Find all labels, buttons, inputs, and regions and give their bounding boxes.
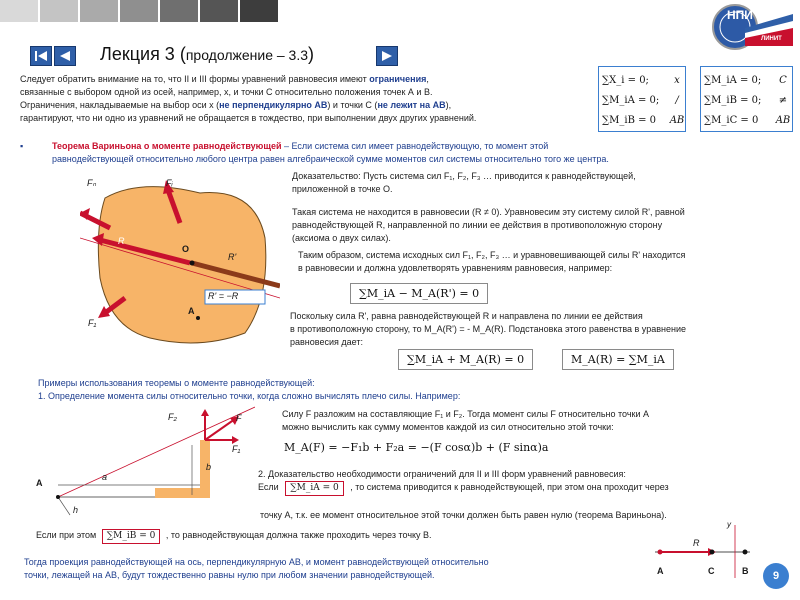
example-1-text: Силу F разложим на составляющие F₁ и F₂. Тогда момент силы F относительно точки A можно вычислить как сумму моментов каждой из сил относительно этой точки: <box>282 409 649 432</box>
label-fn: Fₙ <box>87 178 97 188</box>
final-conclusion: Тогда проекция равнодействующей на ось, перпендикулярную АВ, и момент равнодействующей относительно точки, лежащей на АВ, будут тождественно равны нулю при любом значении равнодействующей. <box>24 557 489 580</box>
label-a: A <box>188 306 195 316</box>
proof-paragraph-3: Таким образом, система исходных сил F₁, F₂, F₃ … и уравновешивающей силы R' находится в равновесии и должна удовлетворять уравнениям равновесия, например: <box>298 250 686 273</box>
theorem-statement: Теорема Вариньона о моменте равнодействующей – Если система сил имеет равнодействующую, то момент этой равнодействующей относительно любого центра равен алгебраической сумме моментов сил системы относительно того же центра. <box>52 141 609 164</box>
fig2-label-h: h <box>73 505 79 515</box>
skip-back-icon <box>31 47 51 65</box>
label-rel: R' = −R <box>208 291 239 301</box>
fig2-label-point-a: A <box>36 478 43 488</box>
logo-subtext: ЛИНИТ <box>761 36 782 42</box>
header-strip <box>0 0 280 22</box>
university-logo <box>705 2 795 52</box>
label-o: O <box>182 244 190 254</box>
example-2-condition: Если ∑M_iA = 0 , то система приводится к равнодействующей, при этом она проходит через <box>258 481 669 496</box>
fig3-label-c: C <box>708 566 715 576</box>
label-f1: F₁ <box>88 318 97 328</box>
fig3-label-r: R <box>693 538 700 548</box>
label-r-prime: R' <box>228 252 237 262</box>
intro-paragraph: Следует обратить внимание на то, что II и III формы уравнений равновесия имеют ограничения, связанные с выбором одной из осей, например, x, и точки С относительно положения точек А и В. Ограничения, накладываемые на выбор оси x (не перпендикулярно АВ) и точки С (не лежит на АВ), гарантируют, что ни одно из уравнений не обращается в тождество, при выполнении двух других уравнений. <box>20 74 477 123</box>
arrow-right-icon <box>377 47 397 65</box>
example-2-heading: 2. Доказательство необходимости ограничений для II и III форм уравнений равновесия: <box>258 469 626 479</box>
page-title: Лекция 3 (продолжение – 3.3) <box>100 44 315 64</box>
equilibrium-form-3-box: ∑M_iA = 0; ∑M_iB = 0; ∑M_iC = 0 C ≠ AB <box>700 66 793 132</box>
page-number: 9 <box>763 563 789 589</box>
fig2-label-a: a <box>102 472 108 482</box>
equation-moment-decomposition: M_A(F) = −F₁b + F₂a = −(F cosα)b + (F sinα)a <box>284 441 549 454</box>
equation-substitution: ∑M_iA + M_A(R) = 0 <box>398 349 533 370</box>
fig2-label-b: b <box>206 462 212 472</box>
fig2-label-f2: F₂ <box>168 412 177 422</box>
next-slide-button[interactable] <box>376 46 398 66</box>
logo-text: НПИ ТТ <box>727 8 771 22</box>
proof-paragraph-4: Поскольку сила R', равна равнодействующей R и направлена по линии ее действия в противоположную сторону, то M_A(R') = - M_A(R). Подстановка этого равенства в уравнение равновесия дает: <box>290 311 686 347</box>
first-slide-button[interactable] <box>30 46 52 66</box>
bullet: ▪ <box>20 141 24 151</box>
proof-paragraph-1: Доказательство: Пусть система сил F₁, F₂, F₃ … приводится к равнодействующей, приложенной в точке O. <box>292 171 636 194</box>
label-fi: Fᵢ <box>166 178 173 188</box>
equation-varignon-result: M_A(R) = ∑M_iA <box>562 349 674 370</box>
example-2-conclusion: точку А, т.к. ее момент относительное этой точки должен быть равен нулю (теорема Вариньона). <box>260 510 667 520</box>
proof-paragraph-2: Такая система не находится в равновесии (R ≠ 0). Уравновесим эту систему силой R', равной равнодействующей R, направленной по линии ее действия в противоположную сторону (аксиома о двух силах). <box>292 207 685 243</box>
fig3-label-b: B <box>742 566 749 576</box>
previous-slide-button[interactable] <box>54 46 76 66</box>
fig3-label-y: y <box>727 520 731 529</box>
label-r: R <box>118 236 125 246</box>
fig2-label-f: F <box>236 413 242 423</box>
example-3-condition: Если при этом ∑M_iB = 0 , то равнодействующая должна также проходить через точку В. <box>36 529 432 544</box>
arrow-left-icon <box>55 47 75 65</box>
equation-moment-balance: ∑M_iA − M_A(R') = 0 <box>350 283 488 304</box>
fig3-label-a: A <box>657 566 664 576</box>
body-forces-diagram <box>80 168 280 358</box>
fig2-label-f1: F₁ <box>232 444 241 454</box>
examples-heading: Примеры использования теоремы о моменте равнодействующей: 1. Определение момента силы относительно точки, когда сложно вычислять плечо силы. Например: <box>38 378 461 401</box>
equilibrium-form-2-box: ∑X_i = 0; ∑M_iA = 0; ∑M_iB = 0 x / AB <box>598 66 686 132</box>
